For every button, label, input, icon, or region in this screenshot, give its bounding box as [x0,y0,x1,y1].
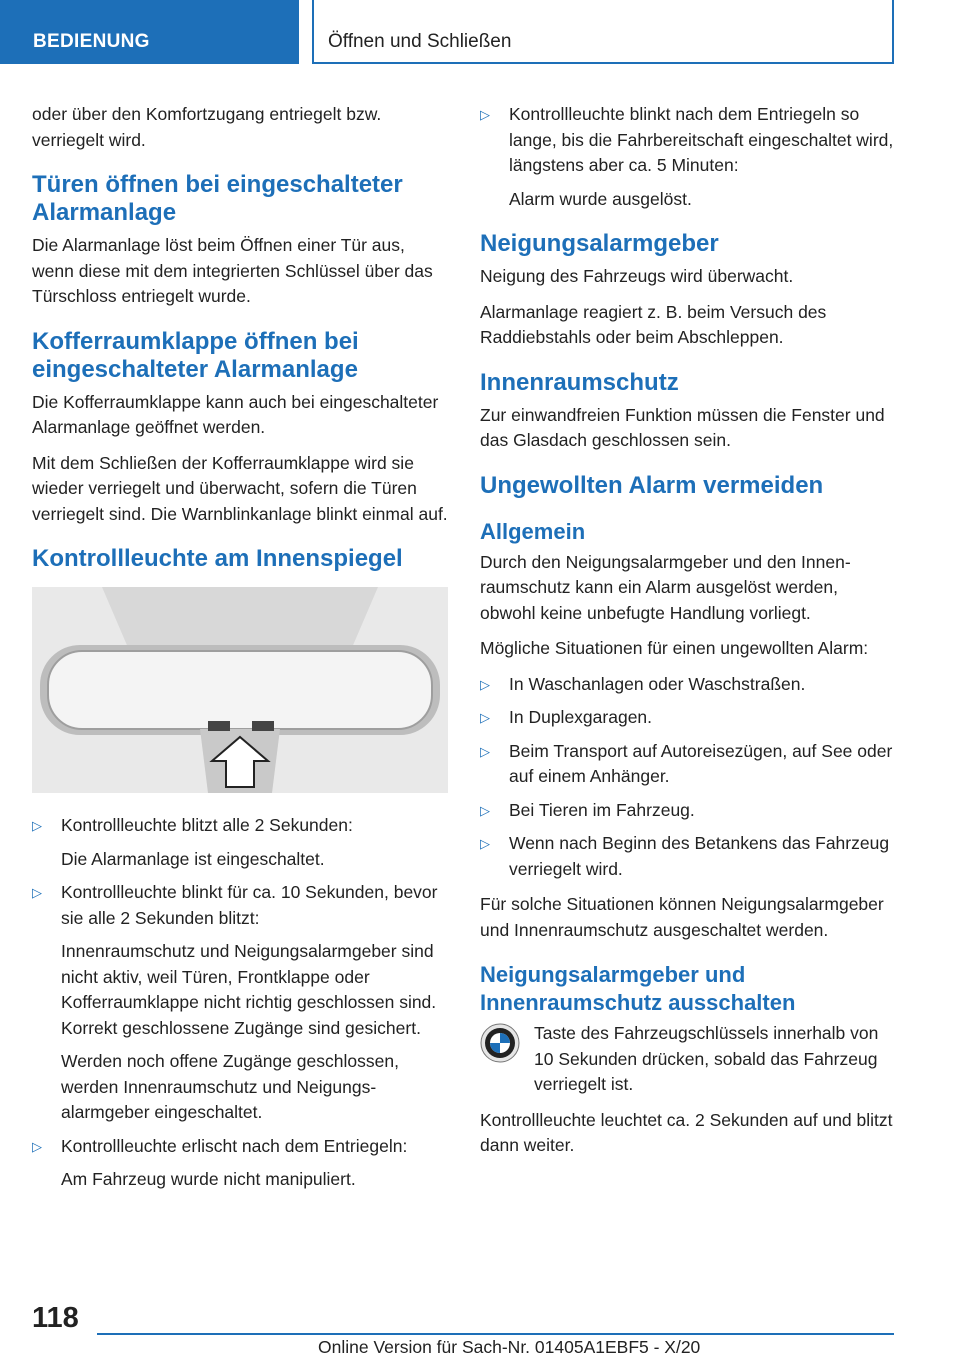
heading-innenraumschutz: Innenraumschutz [480,368,679,396]
key-instruction [480,1021,898,1098]
list-item-text: In Duplexgaragen. [509,707,653,727]
paragraph-solche: Für solche Situationen können Neigungsalarmgeber und Innenraumschutz ausgeschaltet werden. [480,894,884,940]
paragraph-tueren: Die Alarmanlage löst beim Öffnen einer Tür aus, wenn diese mit dem integrierten Schlüssel über das Türschloss entriegelt wurde. [32,235,433,306]
heading-ausschalten: Neigungsalarmgeber und Innenraumschutz ausschalten [480,962,796,1015]
kontroll-list [32,813,450,1193]
list-item [480,102,898,212]
bmw-key-button-icon [480,1023,520,1063]
triangle-bullet-icon: ▷ [32,818,42,833]
paragraph-kofferraum-1: Die Kofferraumklappe kann auch bei eingeschalteter Alarmanlage geöffnet werden. [32,391,439,437]
heading-kontrollleuchte: Kontrollleuchte am Innenspiegel [32,545,403,572]
right-column [480,102,898,1169]
list-item-text: Kontrollleuchte blitzt alle 2 Sekunden: [61,815,353,835]
heading-ungewollt: Ungewollten Alarm vermeiden [480,471,824,499]
header-section-tab [0,0,299,64]
mirror-illustration [32,587,448,793]
heading-kofferraum: Kofferraumklappe öffnen bei eingeschalteter Alarmanlage [32,327,359,383]
list-item [480,672,898,698]
list-item-text: Bei Tieren im Fahrzeug. [509,799,695,820]
list-item-text: Kontrollleuchte erlischt nach dem Entriegeln: [61,1135,408,1156]
paragraph-neigung-1: Neigung des Fahrzeugs wird überwacht. [480,266,794,286]
paragraph-taste: Taste des Fahrzeugschlüssels innerhalb von 10 Sekunden drücken, sobald das Fahrzeug verriegelt ist. [534,1023,879,1094]
list-item-detail: Innenraumschutz und Neigungsalarmgeber sind nicht aktiv, weil Türen, Frontklappe oder Kofferraumklappe nicht richtig geschlossen sind. Korrekt geschlossene Zugänge sind gesichert. [61,941,437,1038]
list-item-text: Wenn nach Beginn des Betankens das Fahrzeug verriegelt wird. [509,833,890,879]
intro-paragraph: oder über den Komfortzugang entriegelt bzw. verriegelt wird. [32,104,382,150]
header-chapter-label: Öffnen und Schließen [328,31,512,52]
heading-neigungsalarmgeber: Neigungsalarmgeber [480,230,719,257]
heading-tueren: Türen öffnen bei eingeschalteter Alarmanlage [32,171,403,226]
list-item-detail: Die Alarmanlage ist eingeschaltet. [61,848,325,869]
triangle-bullet-icon: ▷ [32,1138,42,1154]
list-item-detail: Alarm wurde ausgelöst. [509,188,692,209]
paragraph-innenraum: Zur einwandfreien Funktion müssen die Fenster und das Glasdach geschlossen sein. [480,404,885,450]
list-item-text: Beim Transport auf Autoreisezügen, auf See oder auf einem Anhänger. [509,740,893,786]
triangle-bullet-icon: ▷ [480,676,490,692]
footer-version-text: Online Version für Sach-Nr. 01405A1EBF5 - X/20 [318,1337,701,1357]
list-item [480,798,898,824]
left-column [32,102,450,1203]
triangle-bullet-icon: ▷ [480,743,490,759]
list-item [480,739,898,790]
paragraph-allgemein-2: Mögliche Situationen für einen ungewollten Alarm: [480,638,869,658]
paragraph-allgemein-1: Durch den Neigungsalarmgeber und den Innenraumschutz kann ein Alarm ausgelöst werden, obwohl keine unbefugte Handlung vorliegt. [480,551,851,623]
page-number: 118 [32,1302,79,1334]
header-section-label: BEDIENUNG [33,31,150,52]
list-item-detail: Am Fahrzeug wurde nicht manipuliert. [61,1169,356,1189]
list-item [480,705,898,731]
situations-list [480,672,898,883]
list-item-detail: Werden noch offene Zugänge geschlossen, werden Innenraumschutz und Neigungsalarmgeber eingeschaltet. [61,1051,399,1122]
list-item-text: Kontrollleuchte blinkt nach dem Entriegeln so lange, bis die Fahrbereitschaft eingeschaltet wird, längstens aber ca. 5 Minuten: [509,104,894,175]
paragraph-kofferraum-2: Mit dem Schließen der Kofferraumklappe wird sie wieder verriegelt und überwacht, sofern die Türen verriegelt sind. Die Warnblinkanlage blinkt einmal auf. [32,452,448,524]
triangle-bullet-icon: ▷ [32,885,42,900]
header-chapter-tab [312,0,894,64]
paragraph-leuchtet: Kontrollleuchte leuchtet ca. 2 Sekunden auf und blitzt dann weiter. [480,1109,893,1155]
paragraph-neigung-2: Alarmanlage reagiert z. B. beim Versuch des Raddiebstahls oder beim Abschleppen. [480,301,827,347]
list-item [480,831,898,882]
list-item [32,880,450,1126]
heading-allgemein: Allgemein [480,518,586,544]
triangle-bullet-icon: ▷ [480,836,490,851]
kontroll-list-continued [480,102,898,212]
triangle-bullet-icon: ▷ [480,802,490,818]
list-item [32,1134,450,1193]
triangle-bullet-icon: ▷ [480,107,490,122]
list-item-text: Kontrollleuchte blinkt für ca. 10 Sekunden, bevor sie alle 2 Sekunden blitzt: [61,882,438,928]
list-item [32,813,450,872]
triangle-bullet-icon: ▷ [480,710,490,725]
footer-divider [97,1333,894,1335]
list-item-text: In Waschanlagen oder Waschstraßen. [509,673,806,694]
